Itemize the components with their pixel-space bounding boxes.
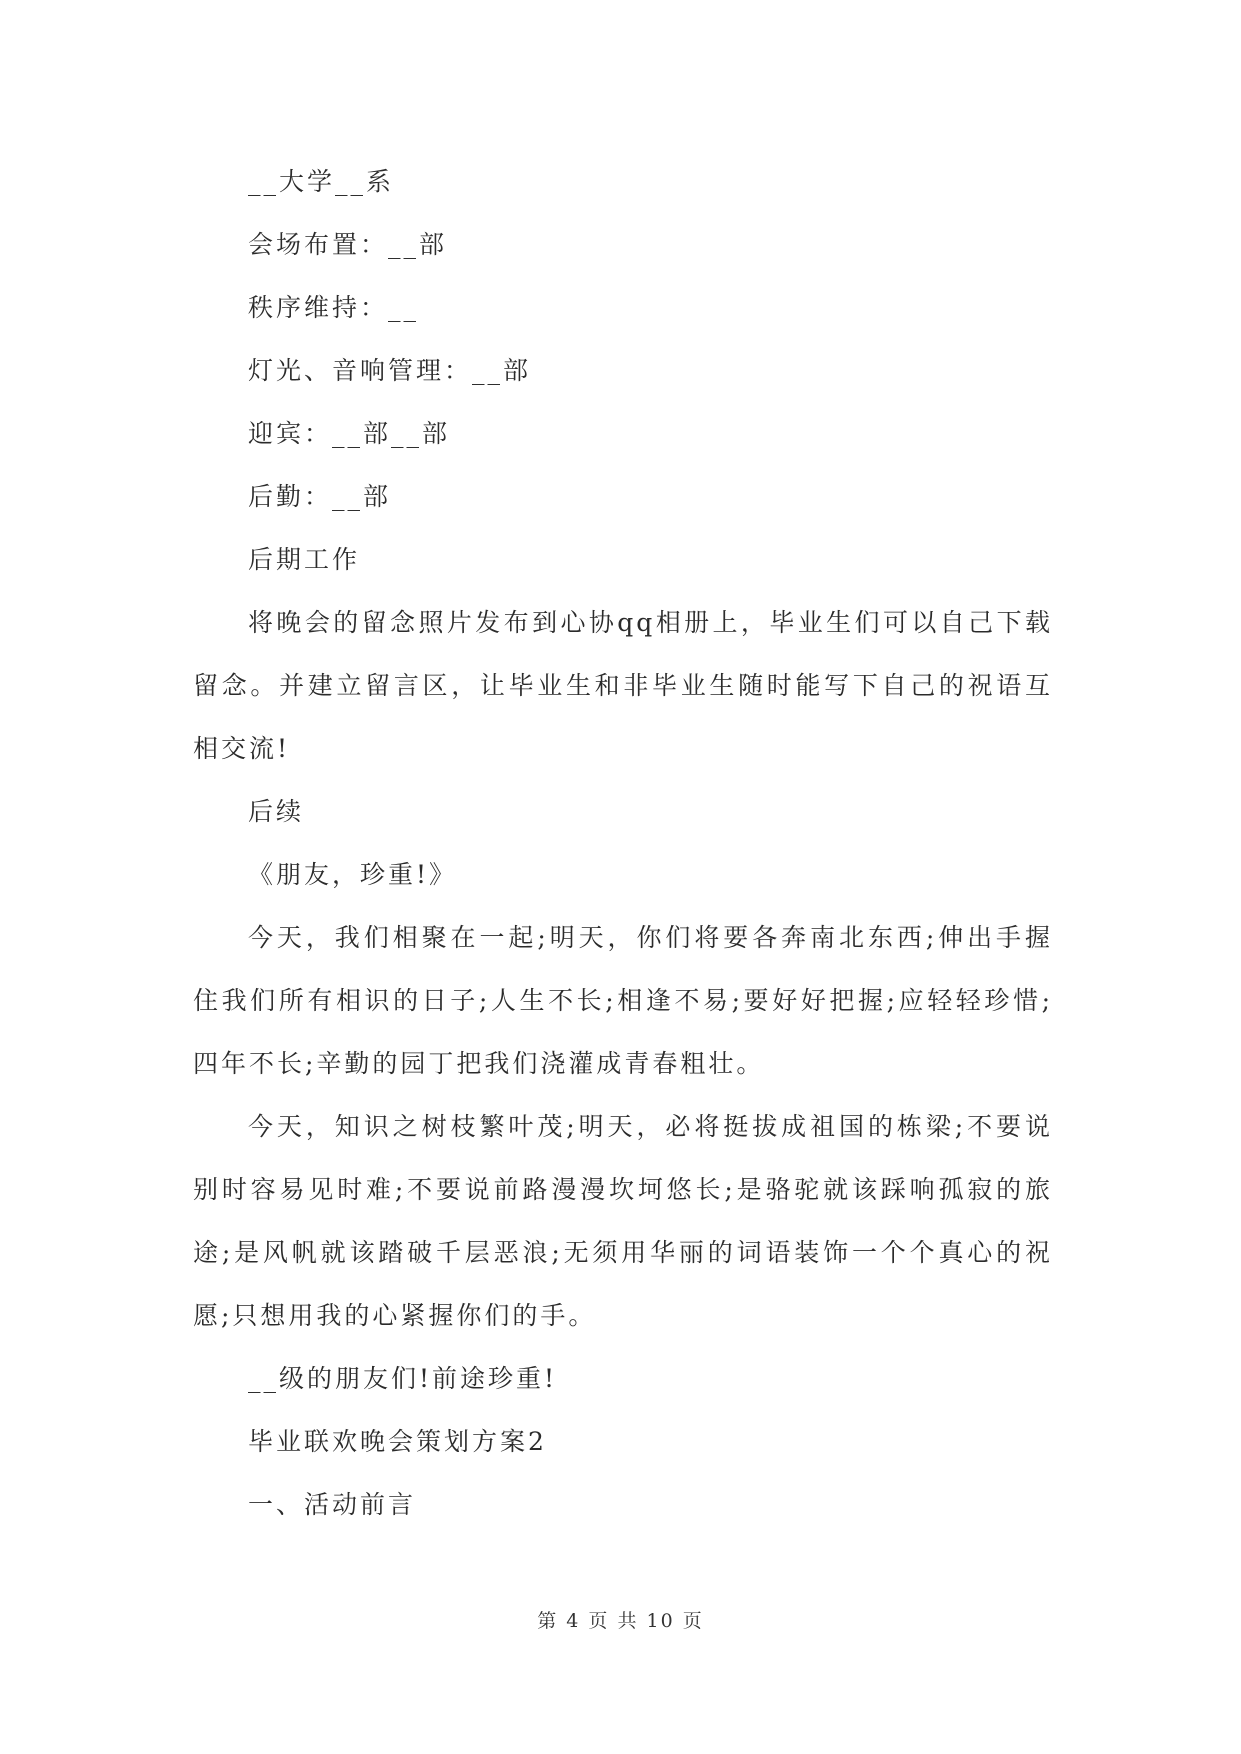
paragraph-university-dept: __大学__系 bbox=[248, 167, 395, 196]
poem-title: 《朋友，珍重!》 bbox=[248, 860, 458, 889]
document-body bbox=[193, 150, 1053, 1536]
page-number-footer: 第 4 页 共 10 页 bbox=[537, 1610, 704, 1632]
poem-stanza-1: 今天，我们相聚在一起;明天，你们将要各奔南北东西;伸出手握住我们所有相识的日子;人生不长;相逢不易;要好好把握;应轻轻珍惜;四年不长;辛勤的园丁把我们浇灌成青春粗壮。 bbox=[193, 923, 1053, 1078]
heading-activity-preface: 一、活动前言 bbox=[248, 1490, 417, 1519]
paragraph-photo-sharing: 将晚会的留念照片发布到心协qq相册上，毕业生们可以自己下载留念。并建立留言区，让毕业生和非毕业生随时能写下自己的祝语互相交流! bbox=[193, 608, 1053, 763]
paragraph-venue-layout: 会场布置：__部 bbox=[248, 230, 448, 259]
paragraph-lighting-sound: 灯光、音响管理：__部 bbox=[248, 356, 532, 385]
section-title-plan-2: 毕业联欢晚会策划方案2 bbox=[248, 1427, 547, 1456]
paragraph-order-maintenance: 秩序维持：__ bbox=[248, 293, 420, 322]
heading-follow-up: 后续 bbox=[248, 797, 305, 826]
paragraph-reception: 迎宾：__部__部 bbox=[248, 419, 451, 448]
poem-closing: __级的朋友们!前途珍重! bbox=[248, 1364, 558, 1393]
heading-post-work: 后期工作 bbox=[248, 545, 361, 574]
paragraph-logistics: 后勤：__部 bbox=[248, 482, 392, 511]
poem-stanza-2: 今天，知识之树枝繁叶茂;明天，必将挺拔成祖国的栋梁;不要说别时容易见时难;不要说前路漫漫坎坷悠长;是骆驼就该踩响孤寂的旅途;是风帆就该踏破千层恶浪;无须用华丽的词语装饰一个个真心的祝愿;只想用我的心紧握你们的手。 bbox=[193, 1112, 1053, 1330]
